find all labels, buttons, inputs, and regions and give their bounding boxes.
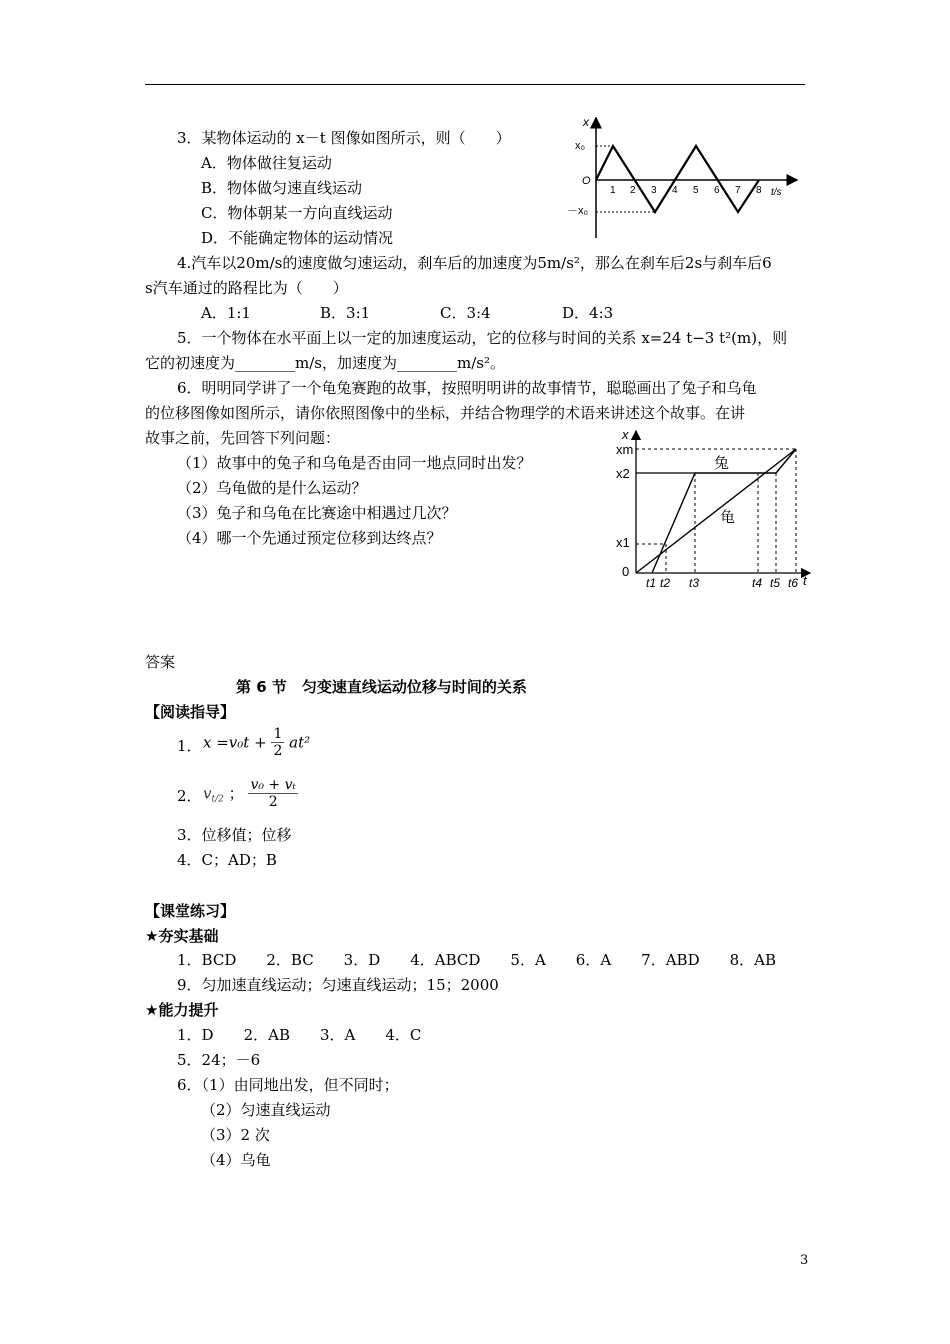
fraction-denominator: 2 bbox=[273, 743, 283, 759]
q3-y-label: x bbox=[583, 115, 589, 129]
advance-answers-line4: （2）匀速直线运动 bbox=[201, 1101, 331, 1119]
q6-sub1: （1）故事中的兔子和乌龟是否由同一地点同时出发？ bbox=[177, 454, 532, 472]
advance-heading: ★能力提升 bbox=[145, 1001, 219, 1019]
q3-tick: 7 bbox=[735, 185, 741, 196]
q6-sub2: （2）乌龟做的是什么运动？ bbox=[177, 479, 367, 497]
q4-line1: 4.汽车以20m/s的速度做匀速运动，刹车后的加速度为5m/s²，那么在刹车后2s与刹车后6 bbox=[177, 254, 772, 272]
q6-x1-label: x1 bbox=[616, 535, 630, 550]
q3-option-c: C．物体朝某一方向直线运动 bbox=[201, 204, 393, 222]
q3-neg-label: －x₀ bbox=[567, 205, 589, 217]
advance-answers-line5: （3）2 次 bbox=[201, 1126, 270, 1144]
q6-tick: t1 bbox=[646, 576, 657, 590]
formula-rhs: at² bbox=[289, 733, 311, 752]
advance-answers-line2: 5．24；－6 bbox=[177, 1051, 261, 1069]
q6-line2: 的位移图像如图所示，请你依照图像中的坐标，并结合物理学的术语来讲述这个故事。在讲 bbox=[145, 404, 746, 422]
answers-heading: 答案 bbox=[145, 653, 176, 671]
class-practice-heading: 【课堂练习】 bbox=[145, 902, 236, 920]
q3-option-a: A．物体做往复运动 bbox=[201, 154, 332, 172]
reading-guide-heading: 【阅读指导】 bbox=[145, 703, 236, 721]
q6-rabbit-label: 兔 bbox=[714, 455, 730, 472]
q6-xm-label: xm bbox=[616, 442, 634, 457]
q3-stem: 3．某物体运动的 x－t 图像如图所示，则（ ） bbox=[177, 129, 511, 147]
reading-answer-3: 3．位移值；位移 bbox=[177, 826, 292, 844]
q4-option-d: D．4:3 bbox=[562, 304, 614, 322]
q5-line1: 5．一个物体在水平面上以一定的加速度运动，它的位移与时间的关系 x=24 t−3 t²(m)，则 bbox=[177, 329, 788, 347]
fraction-numerator: 1 bbox=[273, 726, 283, 742]
q3-tick: 8 bbox=[756, 185, 762, 196]
advance-answers-line3: 6．（1）由同地出发，但不同时； bbox=[177, 1076, 399, 1094]
page-number: 3 bbox=[800, 1253, 809, 1268]
q6-line3: 故事之前，先回答下列问题： bbox=[145, 429, 341, 447]
q6-tick: t3 bbox=[689, 576, 700, 590]
fraction-numerator: v₀ + vₜ bbox=[250, 777, 296, 793]
q6-sub4: （4）哪一个先通过预定位移到达终点？ bbox=[177, 529, 442, 547]
q3-tick: 5 bbox=[693, 185, 699, 196]
q6-race-figure bbox=[610, 425, 815, 590]
q3-origin-label: O bbox=[582, 175, 591, 187]
reading-answer-4: 4．C；AD；B bbox=[177, 851, 277, 869]
q6-x2-label: x2 bbox=[616, 466, 630, 481]
separator: ； bbox=[228, 784, 244, 803]
basic-answers-line1: 1．BCD 2．BC 3．D 4．ABCD 5．A 6．A 7．ABD 8．AB bbox=[177, 951, 776, 969]
q3-xt-figure bbox=[565, 110, 805, 245]
q6-turtle-label: 龟 bbox=[720, 509, 736, 526]
q3-option-d: D．不能确定物体的运动情况 bbox=[201, 229, 394, 247]
q5-line2: 它的初速度为________m/s，加速度为________m/s²。 bbox=[145, 354, 505, 372]
q4-option-a: A．1:1 bbox=[201, 304, 251, 322]
average-velocity-fraction bbox=[248, 777, 298, 810]
q3-option-b: B．物体做匀速直线运动 bbox=[201, 179, 363, 197]
velocity-subscript: t/2 bbox=[211, 794, 224, 805]
q6-tick: t5 bbox=[770, 576, 781, 590]
q6-tick: t4 bbox=[752, 576, 763, 590]
reading-answer-1-formula bbox=[203, 726, 310, 759]
q6-x-label: t bbox=[803, 573, 807, 588]
q6-y-label: x bbox=[622, 427, 629, 442]
reading-answer-1-number: 1． bbox=[177, 737, 202, 755]
q6-tick: t2 bbox=[660, 576, 671, 590]
q3-motion-line bbox=[596, 146, 759, 212]
advance-answers-line6: （4）乌龟 bbox=[201, 1151, 271, 1169]
q3-tick: 3 bbox=[651, 185, 657, 196]
q3-x-label: t/s bbox=[771, 187, 782, 198]
q4-option-c: C．3:4 bbox=[440, 304, 491, 322]
q3-tick: 4 bbox=[672, 185, 678, 196]
q6-line1: 6．明明同学讲了一个龟兔赛跑的故事，按照明明讲的故事情节，聪聪画出了兔子和乌龟 bbox=[177, 379, 757, 397]
q6-tick: t6 bbox=[788, 576, 799, 590]
header-rule bbox=[145, 84, 805, 85]
section-title: 第 6 节 匀变速直线运动位移与时间的关系 bbox=[236, 678, 527, 696]
q3-tick: 6 bbox=[714, 185, 720, 196]
formula-fraction bbox=[271, 726, 284, 759]
q3-pos-label: x₀ bbox=[575, 140, 586, 152]
formula-lhs: x =v₀t + bbox=[203, 733, 267, 752]
reading-answer-2-formula bbox=[203, 777, 298, 810]
q3-tick: 2 bbox=[630, 185, 636, 196]
reading-answer-2-number: 2． bbox=[177, 787, 202, 805]
q4-line2: s汽车通过的路程比为（ ） bbox=[145, 279, 348, 297]
basic-heading: ★夯实基础 bbox=[145, 927, 219, 945]
q3-tick: 1 bbox=[610, 185, 616, 196]
advance-answers-line1: 1．D 2．AB 3．A 4．C bbox=[177, 1026, 422, 1044]
q6-sub3: （3）兔子和乌龟在比赛途中相遇过几次？ bbox=[177, 504, 457, 522]
q6-origin-label: 0 bbox=[622, 564, 630, 579]
velocity-symbol: v bbox=[203, 784, 212, 803]
fraction-denominator: 2 bbox=[268, 794, 278, 810]
basic-answers-line2: 9．匀加速直线运动；匀速直线运动；15；2000 bbox=[177, 976, 499, 994]
q4-option-b: B．3:1 bbox=[320, 304, 371, 322]
